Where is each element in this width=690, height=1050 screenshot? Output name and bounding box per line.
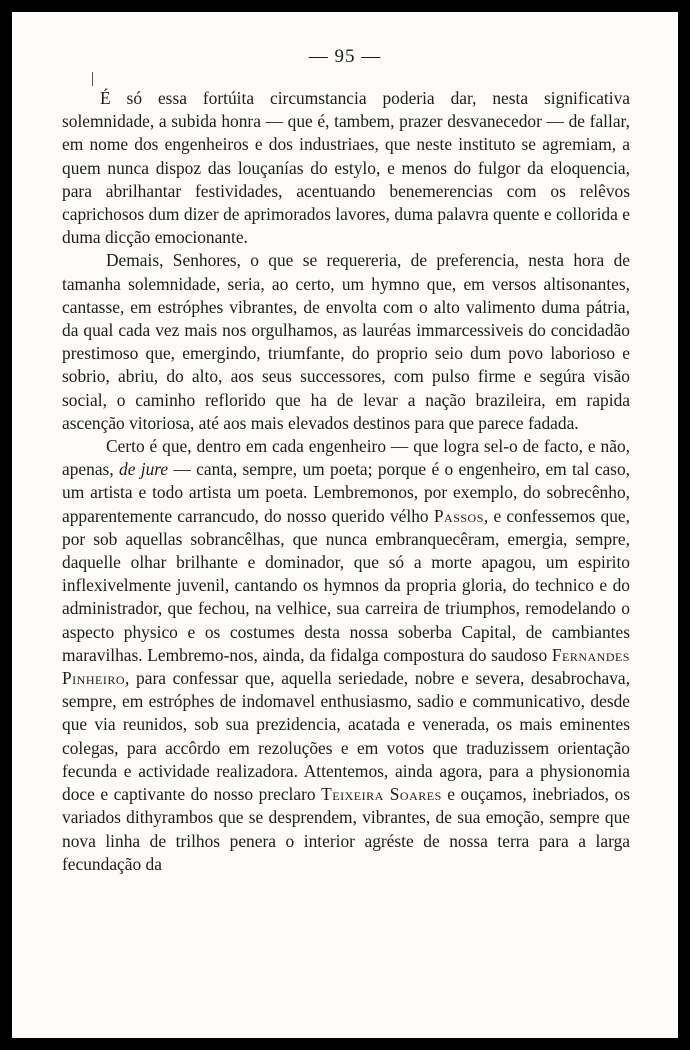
- paragraph-text: , e confessemos que, por sob aquellas sobrancêlhas, que nunca embranquecêram, emergia, sempre, daquelle olhar brilhante e dominador, que só a morte apagou, um espirito inflexivelmente juvenil, cantando os hymnos da propria gloria, do technico e do administrador, que fechou, na velhice, sua carreira de triumphos, remodelando o aspecto physico e os costumes desta nossa soberba Capital, de cambiantes maravilhas. Lembremo-nos, ainda, da fidalga compostura do saudoso: [62, 505, 630, 665]
- person-name: Fernandes Pinheiro: [62, 644, 630, 689]
- paragraph-text: É só essa fortúita circumstancia poderia dar, nesta significativa solemnidade, a subida honra — que é, tambem, prazer desvanecedor — de fallar, em nome dos engenheiros e dos industriaes, que neste instituto se agremiam, a quem nunca dispoz das louçanías do estylo, e menos do fulgor da eloquencia, para abrilhantar festividades, acentuando benemerencias com os relêvos caprichosos dum dizer de aprimorados lavores, duma palavra quente e collorida e duma dicção emocionante.: [62, 88, 630, 248]
- paragraph: [62, 249, 630, 435]
- paragraph: [62, 435, 630, 876]
- paragraph-text: Demais, Senhores, o que se requereria, de preferencia, nesta hora de tamanha solemnidade, seria, ao certo, um hymno que, em versos altisonantes, cantasse, em estróphes vibrantes, de envolta com o alto valimento duma pátria, da qual cada vez mais nos orgulhamos, as lauréas immarcessiveis do concidadão prestimoso que, emergindo, triumfante, do proprio seio dum povo laborioso e sobrio, abriu, do alto, aos seus successores, com pulso firme e segúra visão social, o caminho reflorido que ha de levar a nação brazileira, em rapida ascenção vitoriosa, até aos mais elevados destinos para que parece fadada.: [62, 250, 630, 433]
- page-number: — 95 —: [308, 46, 382, 67]
- book-page: [12, 12, 678, 1038]
- person-name: Passos: [433, 505, 484, 526]
- latin-phrase: de jure: [119, 459, 169, 480]
- person-name: Teixeira Soares: [321, 784, 442, 805]
- paragraph-text: — canta, sempre, um poeta; porque é o engenheiro, em tal caso, um artista e todo artista um poeta. Lembremonos, por exemplo, do sobrecênho, apparentemente carrancudo, do nosso querido vélho: [62, 459, 630, 526]
- paragraph-text: , para confessar que, aquella seriedade, nobre e severa, desabrochava, sempre, em estróphes de indomavel enthusiasmo, sadio e communicativo, desde que via reunidos, sob sua prezidencia, acatada e venerada, os mais eminentes colegas, para accôrdo em rezoluções e em votos que traduzissem orientação fecunda e actividade realizadora. Attentemos, ainda agora, para a physionomia doce e captivante do nosso preclaro: [62, 668, 630, 805]
- paragraph-text: Certo é que, dentro em cada engenheiro — que logra sel-o de facto, e não, apenas,: [62, 436, 630, 480]
- paragraph-text: e ouçamos, inebriados, os variados dithyrambos que se desprendem, vibrantes, de sua emoção, sempre que nova linha de trilhos penera o interior agréste de nossa terra para a larga fecundação da: [62, 784, 631, 874]
- print-mark: [92, 72, 93, 86]
- body-text: [62, 87, 630, 876]
- paragraph: [62, 87, 630, 249]
